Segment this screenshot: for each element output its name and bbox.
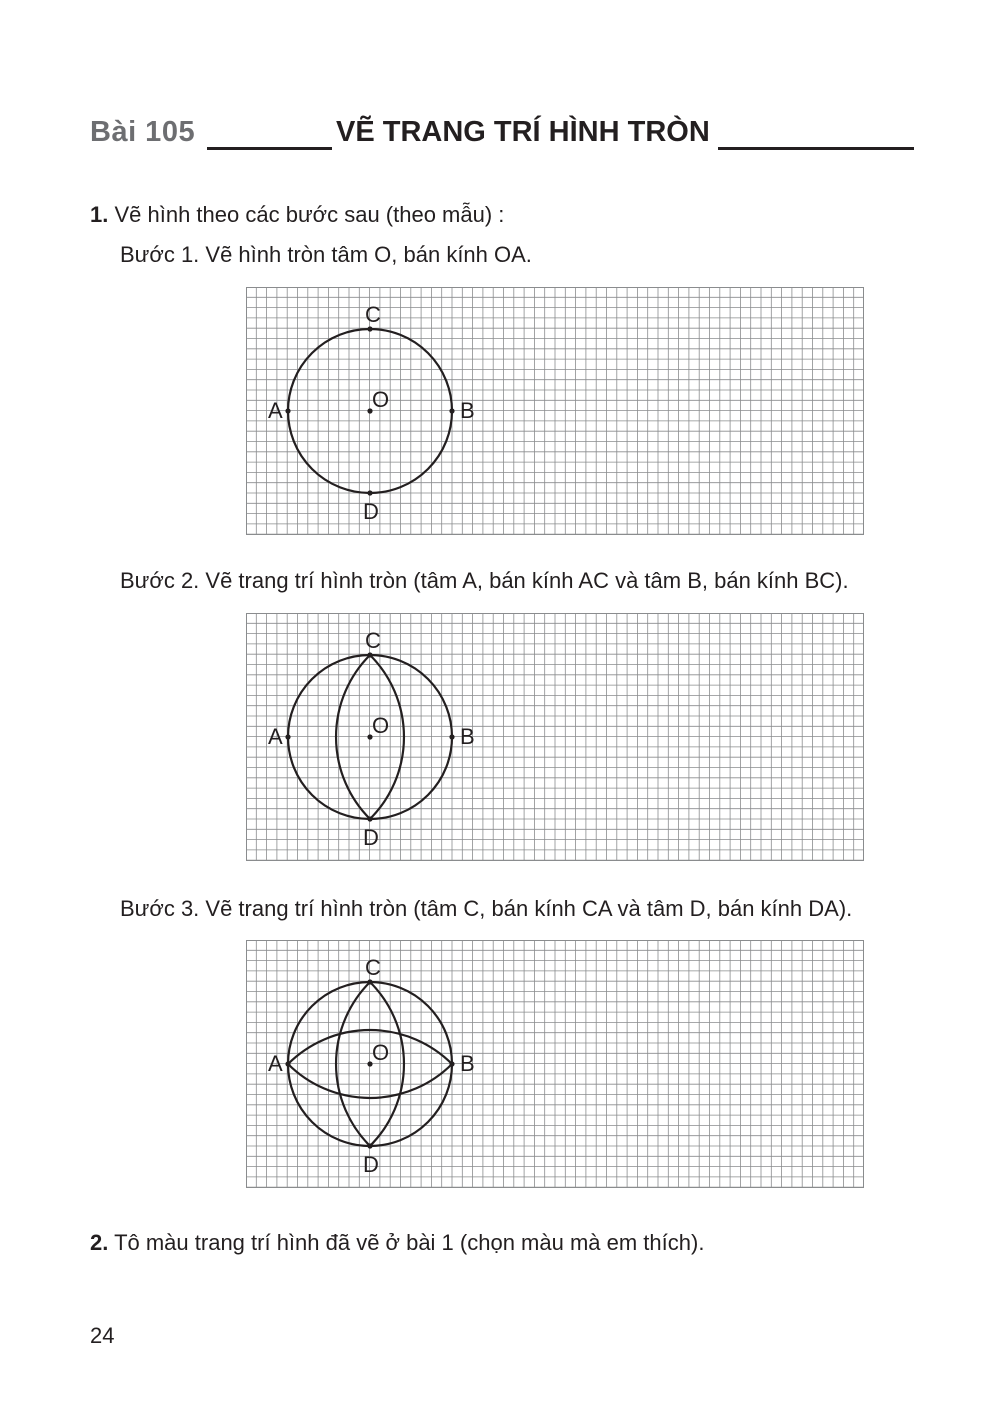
exercise-1-text: Vẽ hình theo các bước sau (theo mẫu) :	[108, 202, 505, 227]
point-b	[449, 734, 454, 739]
point-d	[367, 1143, 372, 1148]
grid-figure-step-1	[246, 287, 864, 535]
point-b	[449, 1061, 454, 1066]
point-c	[367, 326, 372, 331]
point-a	[285, 734, 290, 739]
label-c: C	[365, 628, 381, 653]
label-d: D	[363, 499, 379, 524]
point-d	[367, 490, 372, 495]
exercise-2-text: Tô màu trang trí hình đã vẽ ở bài 1 (chọn màu mà em thích).	[108, 1230, 705, 1255]
point-b	[449, 408, 454, 413]
point-c	[367, 979, 372, 984]
exercise-2-number: 2.	[90, 1230, 109, 1255]
label-b: B	[460, 398, 475, 423]
step-1-text: Bước 1. Vẽ hình tròn tâm O, bán kính OA.	[120, 242, 532, 267]
exercise-1-number: 1.	[90, 202, 109, 227]
point-a	[285, 408, 290, 413]
point-c	[367, 652, 372, 657]
title-rule-right	[718, 147, 914, 150]
lesson-title: VẼ TRANG TRÍ HÌNH TRÒN	[336, 116, 710, 148]
label-d: D	[363, 825, 379, 850]
point-a	[285, 1061, 290, 1066]
label-a: A	[268, 1051, 283, 1076]
grid-figure-step-2	[246, 613, 864, 861]
label-d: D	[363, 1152, 379, 1177]
label-b: B	[460, 1051, 475, 1076]
lesson-header	[90, 116, 915, 156]
step-2-text: Bước 2. Vẽ trang trí hình tròn (tâm A, bán kính AC và tâm B, bán kính BC).	[120, 568, 849, 593]
grid-lines	[246, 613, 864, 861]
step-3-text: Bước 3. Vẽ trang trí hình tròn (tâm C, bán kính CA và tâm D, bán kính DA).	[120, 896, 853, 921]
label-o: O	[372, 1040, 390, 1065]
title-rule-left	[207, 147, 332, 150]
label-c: C	[365, 302, 381, 327]
label-o: O	[372, 387, 390, 412]
grid-lines	[246, 940, 864, 1188]
grid-figure-step-3	[246, 940, 864, 1188]
exercise-1-prompt	[90, 202, 504, 228]
label-c: C	[365, 955, 381, 980]
grid-lines	[246, 287, 864, 535]
label-b: B	[460, 724, 475, 749]
lesson-number: Bài 105	[90, 116, 196, 148]
label-a: A	[268, 398, 283, 423]
point-d	[367, 816, 372, 821]
exercise-2-prompt	[90, 1230, 704, 1256]
label-o: O	[372, 713, 390, 738]
page-number: 24	[90, 1323, 115, 1348]
label-a: A	[268, 724, 283, 749]
